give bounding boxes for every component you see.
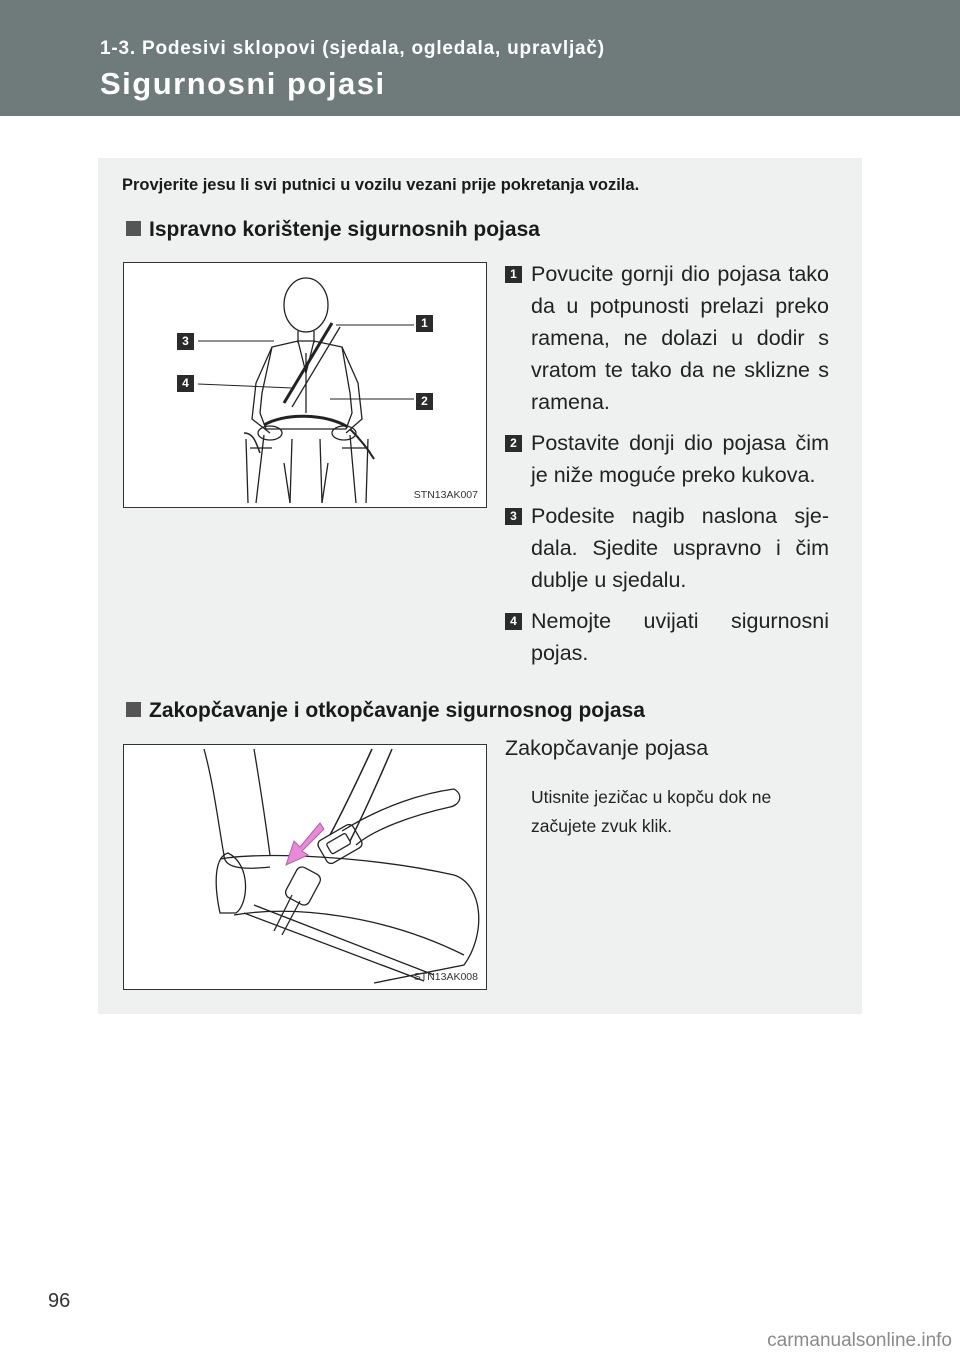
intro-text: Provjerite jesu li svi putnici u vozilu vezani prije pokretanja vozila. [122,176,640,194]
figure-code: STN13AK008 [413,971,478,983]
step-number-badge: 4 [505,613,522,630]
page-number: 96 [48,1290,71,1312]
buckle-figure [123,744,487,990]
section-heading-correct-use [126,218,540,242]
step-number-badge: 1 [505,266,522,283]
section-heading-buckling [126,699,645,723]
section-title-2: Zakopčavanje i otkopčavanje sigurnosnog pojasa [149,699,645,722]
callout-3-badge: 3 [177,333,194,350]
step-number-badge: 2 [505,435,522,452]
buckling-subheading: Zakopčavanje pojasa [505,736,709,760]
chapter-subtitle: 1-3. Podesivi sklopovi (sjedala, ogledala, upravljač) [100,38,605,59]
step-text: Podesite nagib naslona sje-dala. Sjedite uspravno i čim dublje u sjedalu. [531,504,829,592]
step-text: Povucite gornji dio pojasa tako da u potpunosti prelazi preko ramena, ne dolazi u dodir s vratom te tako da ne sklizne s ramena. [531,262,829,414]
step-item [505,605,829,669]
step-item [505,500,829,596]
callout-2-badge: 2 [416,393,433,410]
step-item [505,258,829,418]
step-list [505,258,829,678]
seatbelt-usage-figure [123,262,487,508]
buckle-illustration [124,745,486,989]
figure-code: STN13AK007 [413,489,478,501]
content-panel [98,158,862,1014]
square-bullet-icon [126,702,141,717]
square-bullet-icon [126,221,141,236]
watermark: carmanualsonline.info [767,1330,952,1351]
callout-4-badge: 4 [177,375,194,392]
step-number-badge: 3 [505,508,522,525]
step-text: Postavite donji dio pojasa čim je niže moguće preko kukova. [531,431,829,487]
page-title: Sigurnosni pojasi [100,66,386,101]
section-title-1: Ispravno korištenje sigurnosnih pojasa [149,218,540,241]
step-item [505,427,829,491]
step-text: Nemojte uvijati sigurnosni pojas. [531,609,829,665]
chapter-header [0,0,960,116]
callout-1-badge: 1 [416,315,433,332]
buckling-description: Utisnite jezičac u kopču dok ne začujete zvuk klik. [531,787,772,836]
